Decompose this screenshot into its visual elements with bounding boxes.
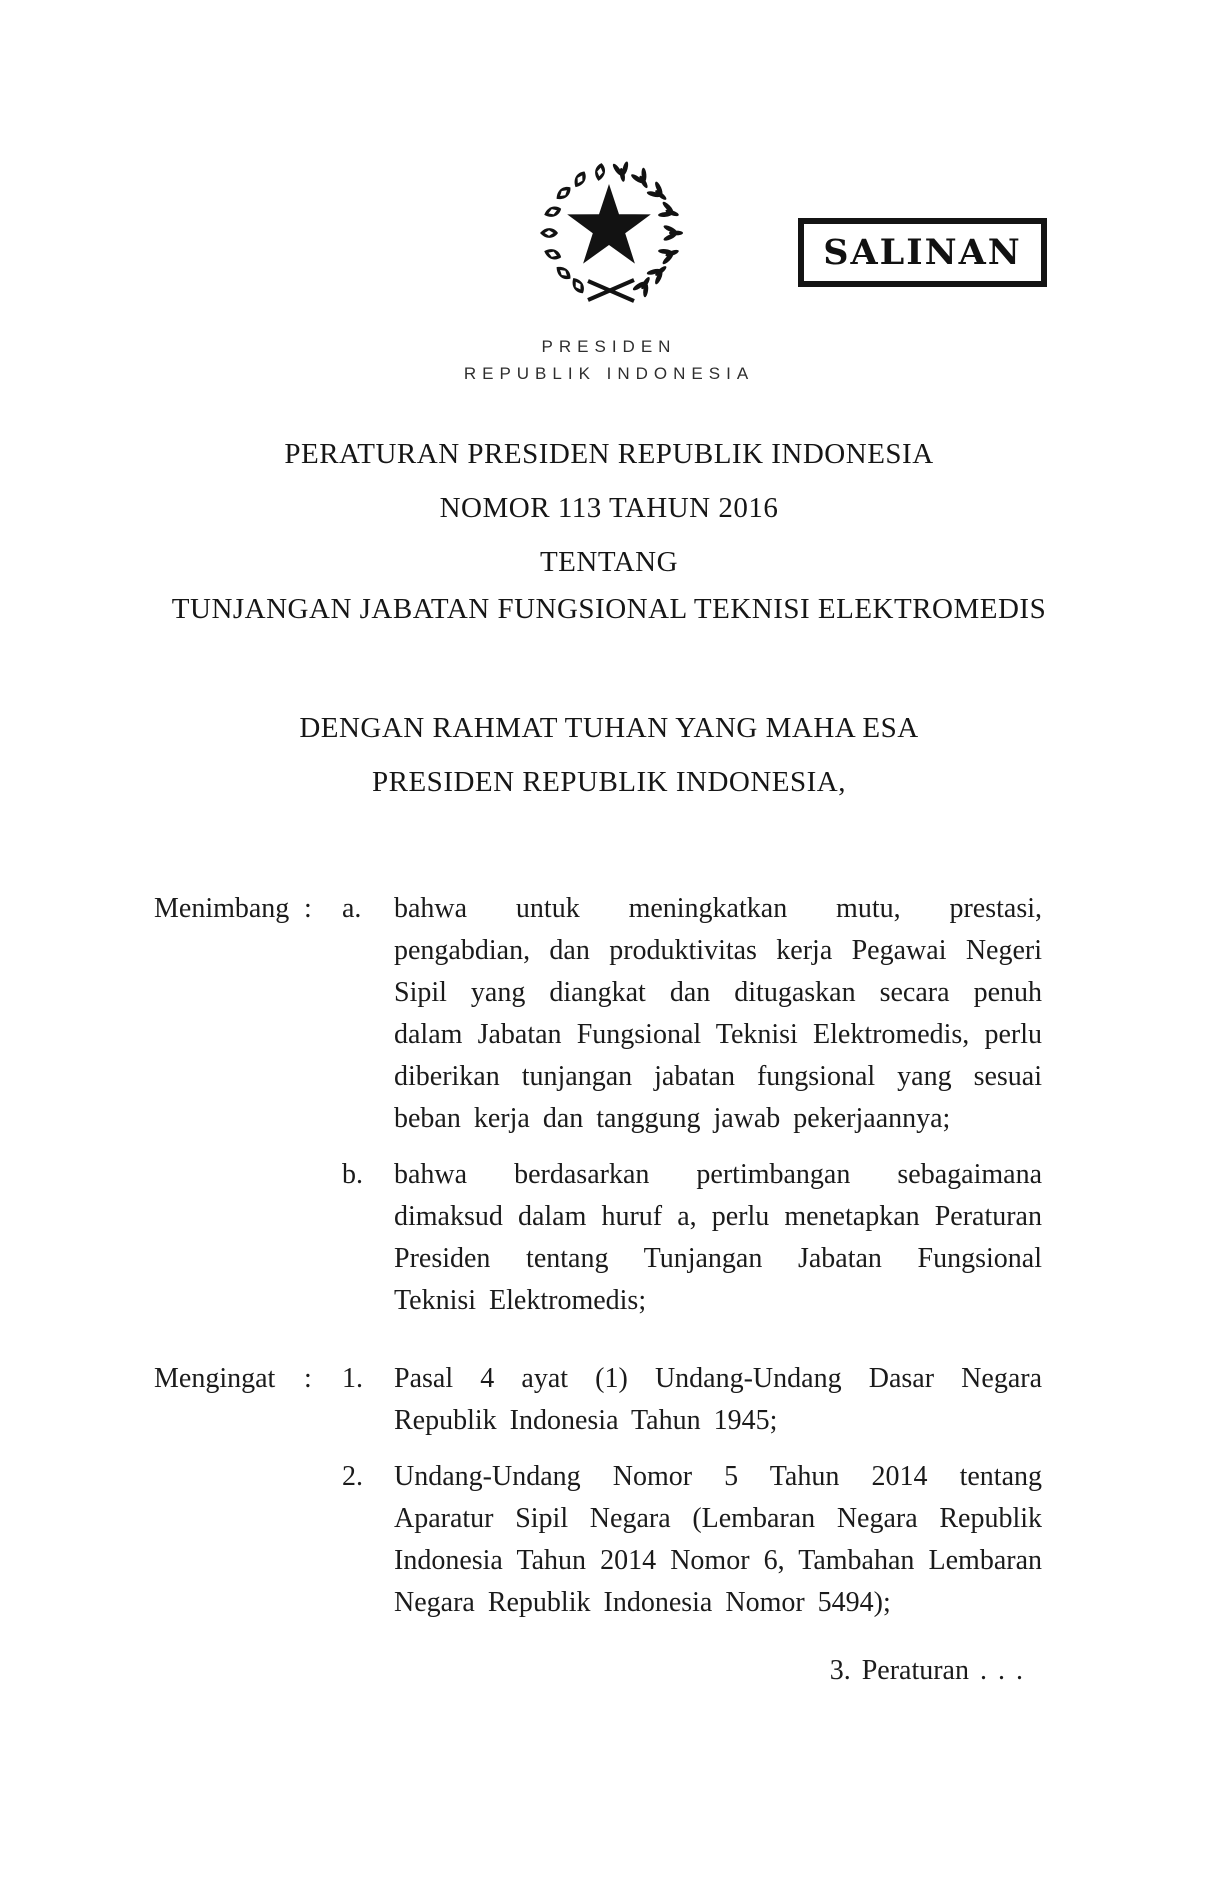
salinan-stamp-label: SALINAN (823, 232, 1022, 273)
item-text: bahwa berdasarkan pertimbangan sebagaimana dimaksud dalam huruf a, perlu menetapkan Peraturan Presiden tentang Tunjangan Jabatan Fungsional Teknisi Elektromedis; (394, 1159, 1042, 1316)
menimbang-section (0, 888, 1042, 1322)
menimbang-item-b (342, 1154, 1042, 1322)
page-catchword: 3. Peraturan . . . (829, 1655, 1023, 1686)
item-text: Undang-Undang Nomor 5 Tahun 2014 tentang Aparatur Sipil Negara (Lembaran Negara Republik Indonesia Tahun 2014 Nomor 6, Tambahan Lembaran Negara Republik Indonesia Nomor 5494); (394, 1461, 1042, 1618)
mengingat-section (0, 1358, 1042, 1624)
menimbang-item-a (342, 888, 1042, 1140)
item-marker: 2. (342, 1461, 363, 1492)
letterhead-line-presiden: PRESIDEN (541, 337, 677, 356)
mengingat-colon: : (304, 1363, 312, 1394)
item-text: Pasal 4 ayat (1) Undang-Undang Dasar Negara Republik Indonesia Tahun 1945; (394, 1363, 1042, 1436)
doc-title-subject: TUNJANGAN JABATAN FUNGSIONAL TEKNISI ELEKTROMEDIS (171, 593, 1047, 625)
item-marker: b. (342, 1159, 363, 1190)
mengingat-item-1 (342, 1358, 1042, 1442)
doc-title-line1: PERATURAN PRESIDEN REPUBLIK INDONESIA (284, 438, 934, 470)
letterhead (0, 333, 1218, 387)
presidential-seal-icon (531, 148, 691, 320)
menimbang-colon: : (304, 893, 312, 924)
mengingat-item-2 (342, 1456, 1042, 1624)
document-body (0, 888, 1042, 1692)
salinan-stamp (798, 218, 1047, 287)
menimbang-label: Menimbang (154, 893, 290, 924)
mengingat-label: Mengingat (154, 1363, 276, 1394)
letterhead-line-republik-indonesia: REPUBLIK INDONESIA (463, 364, 755, 383)
item-text: bahwa untuk meningkatkan mutu, prestasi, pengabdian, dan produktivitas kerja Pegawai Negeri Sipil yang diangkat dan ditugaskan secara penuh dalam Jabatan Fungsional Teknisi Elektromedis, perlu diberikan tunjangan jabatan fungsional yang sesuai beban kerja dan tanggung jawab pekerjaannya; (394, 893, 1042, 1134)
preamble-invocation: DENGAN RAHMAT TUHAN YANG MAHA ESA (299, 712, 919, 744)
preamble-authority: PRESIDEN REPUBLIK INDONESIA, (372, 766, 846, 798)
doc-title-number: NOMOR 113 TAHUN 2016 (439, 492, 779, 524)
item-marker: a. (342, 893, 362, 924)
item-marker: 1. (342, 1363, 363, 1394)
doc-title-tentang: TENTANG (539, 546, 679, 578)
